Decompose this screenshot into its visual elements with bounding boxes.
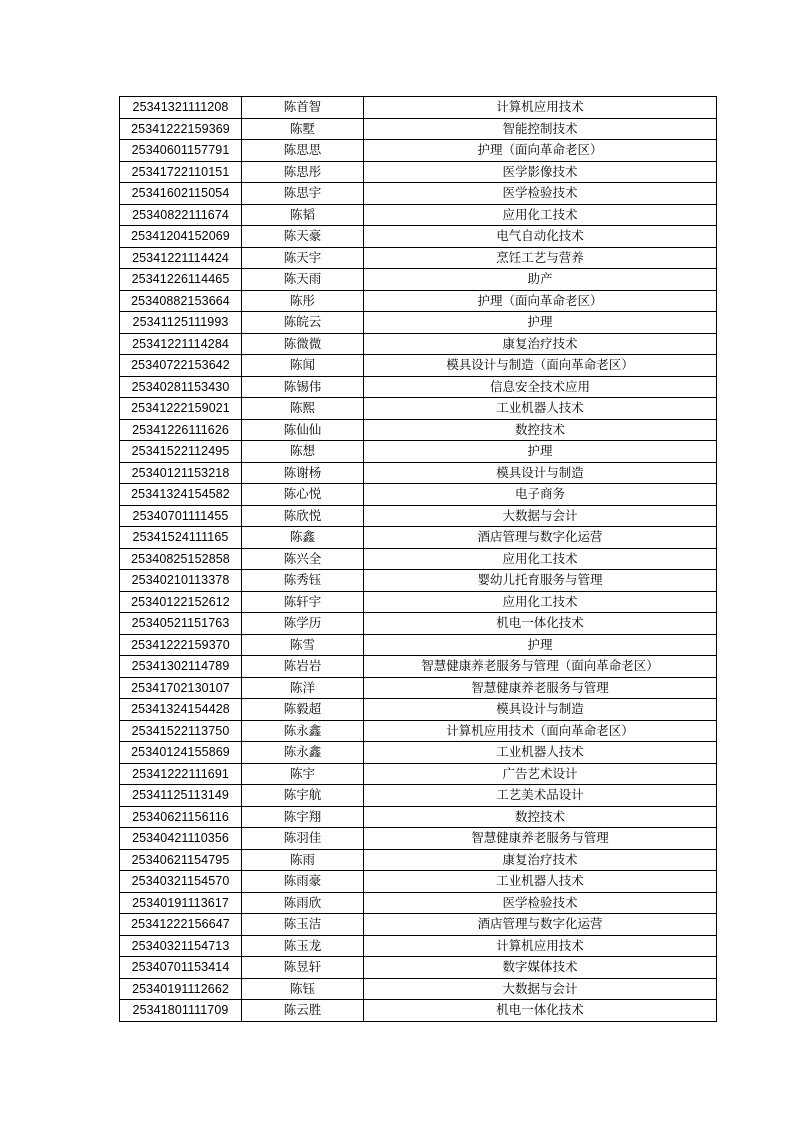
student-name-cell: 陈永鑫 xyxy=(242,720,364,742)
student-name-cell: 陈岩岩 xyxy=(242,656,364,678)
student-id-cell: 25340191113617 xyxy=(120,892,242,914)
student-name-cell: 陈心悦 xyxy=(242,484,364,506)
major-cell: 机电一体化技术 xyxy=(364,613,717,635)
table-row xyxy=(120,355,717,377)
major-cell: 助产 xyxy=(364,269,717,291)
table-row xyxy=(120,785,717,807)
student-name-cell: 陈秀钰 xyxy=(242,570,364,592)
student-name-cell: 陈云胜 xyxy=(242,1000,364,1022)
student-name-cell: 陈天雨 xyxy=(242,269,364,291)
student-name-cell: 陈仙仙 xyxy=(242,419,364,441)
student-name-cell: 陈玉龙 xyxy=(242,935,364,957)
student-id-cell: 25340701153414 xyxy=(120,957,242,979)
student-id-cell: 25340210113378 xyxy=(120,570,242,592)
table-row xyxy=(120,634,717,656)
student-name-cell: 陈思宇 xyxy=(242,183,364,205)
student-name-cell: 陈熙 xyxy=(242,398,364,420)
major-cell: 数控技术 xyxy=(364,806,717,828)
major-cell: 模具设计与制造 xyxy=(364,699,717,721)
student-name-cell: 陈宇翔 xyxy=(242,806,364,828)
student-id-cell: 25341222159370 xyxy=(120,634,242,656)
student-name-cell: 陈彤 xyxy=(242,290,364,312)
student-name-cell: 陈钰 xyxy=(242,978,364,1000)
student-id-cell: 25340701111455 xyxy=(120,505,242,527)
student-id-cell: 25341522113750 xyxy=(120,720,242,742)
student-name-cell: 陈昱轩 xyxy=(242,957,364,979)
student-id-cell: 25340321154570 xyxy=(120,871,242,893)
table-row xyxy=(120,742,717,764)
major-cell: 机电一体化技术 xyxy=(364,1000,717,1022)
table-row xyxy=(120,892,717,914)
table-row xyxy=(120,677,717,699)
student-id-cell: 25341221114284 xyxy=(120,333,242,355)
student-name-cell: 陈洋 xyxy=(242,677,364,699)
student-id-cell: 25340122152612 xyxy=(120,591,242,613)
student-name-cell: 陈雨豪 xyxy=(242,871,364,893)
student-name-cell: 陈兴全 xyxy=(242,548,364,570)
major-cell: 应用化工技术 xyxy=(364,548,717,570)
student-id-cell: 25341324154582 xyxy=(120,484,242,506)
student-name-cell: 陈雨 xyxy=(242,849,364,871)
major-cell: 计算机应用技术（面向革命老区） xyxy=(364,720,717,742)
table-row xyxy=(120,247,717,269)
table-row xyxy=(120,548,717,570)
table-row xyxy=(120,806,717,828)
student-id-cell: 25341524111165 xyxy=(120,527,242,549)
major-cell: 医学检验技术 xyxy=(364,183,717,205)
student-id-cell: 25340601157791 xyxy=(120,140,242,162)
student-name-cell: 陈欣悦 xyxy=(242,505,364,527)
student-id-cell: 25340281153430 xyxy=(120,376,242,398)
major-cell: 数字媒体技术 xyxy=(364,957,717,979)
student-name-cell: 陈雨欣 xyxy=(242,892,364,914)
student-id-cell: 25341222156647 xyxy=(120,914,242,936)
major-cell: 婴幼儿托育服务与管理 xyxy=(364,570,717,592)
table-row xyxy=(120,312,717,334)
major-cell: 数控技术 xyxy=(364,419,717,441)
table-row xyxy=(120,1000,717,1022)
student-id-cell: 25341222159369 xyxy=(120,118,242,140)
student-name-cell: 陈宇航 xyxy=(242,785,364,807)
table-row xyxy=(120,871,717,893)
student-name-cell: 陈皖云 xyxy=(242,312,364,334)
table-row xyxy=(120,914,717,936)
student-id-cell: 25341602115054 xyxy=(120,183,242,205)
table-row xyxy=(120,720,717,742)
table-row xyxy=(120,570,717,592)
major-cell: 工艺美术品设计 xyxy=(364,785,717,807)
table-row xyxy=(120,118,717,140)
table-row xyxy=(120,183,717,205)
student-name-cell: 陈鑫 xyxy=(242,527,364,549)
student-name-cell: 陈永鑫 xyxy=(242,742,364,764)
major-cell: 护理 xyxy=(364,634,717,656)
major-cell: 护理（面向革命老区） xyxy=(364,140,717,162)
major-cell: 计算机应用技术 xyxy=(364,935,717,957)
roster-table-body xyxy=(120,97,717,1022)
table-row xyxy=(120,419,717,441)
major-cell: 烹饪工艺与营养 xyxy=(364,247,717,269)
table-row xyxy=(120,957,717,979)
student-id-cell: 25341302114789 xyxy=(120,656,242,678)
student-name-cell: 陈谢杨 xyxy=(242,462,364,484)
major-cell: 计算机应用技术 xyxy=(364,97,717,119)
table-row xyxy=(120,161,717,183)
student-name-cell: 陈宇 xyxy=(242,763,364,785)
table-row xyxy=(120,699,717,721)
table-row xyxy=(120,333,717,355)
table-row xyxy=(120,656,717,678)
major-cell: 智慧健康养老服务与管理 xyxy=(364,828,717,850)
student-id-cell: 25341222159021 xyxy=(120,398,242,420)
table-row xyxy=(120,828,717,850)
major-cell: 模具设计与制造 xyxy=(364,462,717,484)
student-id-cell: 25341125113149 xyxy=(120,785,242,807)
student-name-cell: 陈微微 xyxy=(242,333,364,355)
major-cell: 康复治疗技术 xyxy=(364,849,717,871)
table-row xyxy=(120,484,717,506)
student-id-cell: 25340825152858 xyxy=(120,548,242,570)
major-cell: 大数据与会计 xyxy=(364,505,717,527)
student-roster-table xyxy=(119,96,717,1022)
student-name-cell: 陈学历 xyxy=(242,613,364,635)
major-cell: 应用化工技术 xyxy=(364,204,717,226)
major-cell: 智能控制技术 xyxy=(364,118,717,140)
table-row xyxy=(120,290,717,312)
table-row xyxy=(120,505,717,527)
major-cell: 智慧健康养老服务与管理 xyxy=(364,677,717,699)
major-cell: 智慧健康养老服务与管理（面向革命老区） xyxy=(364,656,717,678)
student-name-cell: 陈闻 xyxy=(242,355,364,377)
student-id-cell: 25341321111208 xyxy=(120,97,242,119)
table-row xyxy=(120,849,717,871)
student-name-cell: 陈思思 xyxy=(242,140,364,162)
student-id-cell: 25341522112495 xyxy=(120,441,242,463)
table-row xyxy=(120,935,717,957)
student-name-cell: 陈锡伟 xyxy=(242,376,364,398)
table-row xyxy=(120,269,717,291)
table-row xyxy=(120,226,717,248)
major-cell: 大数据与会计 xyxy=(364,978,717,1000)
student-id-cell: 25340521151763 xyxy=(120,613,242,635)
major-cell: 工业机器人技术 xyxy=(364,398,717,420)
student-id-cell: 25341221114424 xyxy=(120,247,242,269)
student-id-cell: 25341226114465 xyxy=(120,269,242,291)
table-row xyxy=(120,978,717,1000)
student-name-cell: 陈想 xyxy=(242,441,364,463)
student-name-cell: 陈墅 xyxy=(242,118,364,140)
major-cell: 酒店管理与数字化运营 xyxy=(364,527,717,549)
student-name-cell: 陈天豪 xyxy=(242,226,364,248)
major-cell: 护理 xyxy=(364,312,717,334)
student-id-cell: 25340191112662 xyxy=(120,978,242,1000)
major-cell: 康复治疗技术 xyxy=(364,333,717,355)
student-id-cell: 25341722110151 xyxy=(120,161,242,183)
student-id-cell: 25340121153218 xyxy=(120,462,242,484)
student-name-cell: 陈玉洁 xyxy=(242,914,364,936)
table-row xyxy=(120,591,717,613)
major-cell: 工业机器人技术 xyxy=(364,871,717,893)
student-id-cell: 25341702130107 xyxy=(120,677,242,699)
student-id-cell: 25340124155869 xyxy=(120,742,242,764)
student-id-cell: 25340621156116 xyxy=(120,806,242,828)
student-name-cell: 陈毅超 xyxy=(242,699,364,721)
table-row xyxy=(120,613,717,635)
student-id-cell: 25341125111993 xyxy=(120,312,242,334)
student-id-cell: 25341204152069 xyxy=(120,226,242,248)
table-row xyxy=(120,441,717,463)
major-cell: 信息安全技术应用 xyxy=(364,376,717,398)
table-row xyxy=(120,376,717,398)
table-row xyxy=(120,97,717,119)
major-cell: 电子商务 xyxy=(364,484,717,506)
major-cell: 应用化工技术 xyxy=(364,591,717,613)
student-name-cell: 陈雪 xyxy=(242,634,364,656)
table-row xyxy=(120,204,717,226)
student-name-cell: 陈韬 xyxy=(242,204,364,226)
student-name-cell: 陈轩宇 xyxy=(242,591,364,613)
major-cell: 工业机器人技术 xyxy=(364,742,717,764)
student-id-cell: 25340882153664 xyxy=(120,290,242,312)
table-row xyxy=(120,398,717,420)
student-id-cell: 25340722153642 xyxy=(120,355,242,377)
table-row xyxy=(120,140,717,162)
major-cell: 护理 xyxy=(364,441,717,463)
major-cell: 广告艺术设计 xyxy=(364,763,717,785)
student-id-cell: 25340421110356 xyxy=(120,828,242,850)
student-id-cell: 25340621154795 xyxy=(120,849,242,871)
student-id-cell: 25341801111709 xyxy=(120,1000,242,1022)
student-id-cell: 25341226111626 xyxy=(120,419,242,441)
student-name-cell: 陈羽佳 xyxy=(242,828,364,850)
student-id-cell: 25340822111674 xyxy=(120,204,242,226)
student-id-cell: 25340321154713 xyxy=(120,935,242,957)
student-name-cell: 陈天宇 xyxy=(242,247,364,269)
major-cell: 医学检验技术 xyxy=(364,892,717,914)
student-id-cell: 25341324154428 xyxy=(120,699,242,721)
table-row xyxy=(120,462,717,484)
student-name-cell: 陈思彤 xyxy=(242,161,364,183)
major-cell: 护理（面向革命老区） xyxy=(364,290,717,312)
student-id-cell: 25341222111691 xyxy=(120,763,242,785)
table-row xyxy=(120,527,717,549)
major-cell: 医学影像技术 xyxy=(364,161,717,183)
major-cell: 模具设计与制造（面向革命老区） xyxy=(364,355,717,377)
table-row xyxy=(120,763,717,785)
student-name-cell: 陈首智 xyxy=(242,97,364,119)
major-cell: 电气自动化技术 xyxy=(364,226,717,248)
major-cell: 酒店管理与数字化运营 xyxy=(364,914,717,936)
